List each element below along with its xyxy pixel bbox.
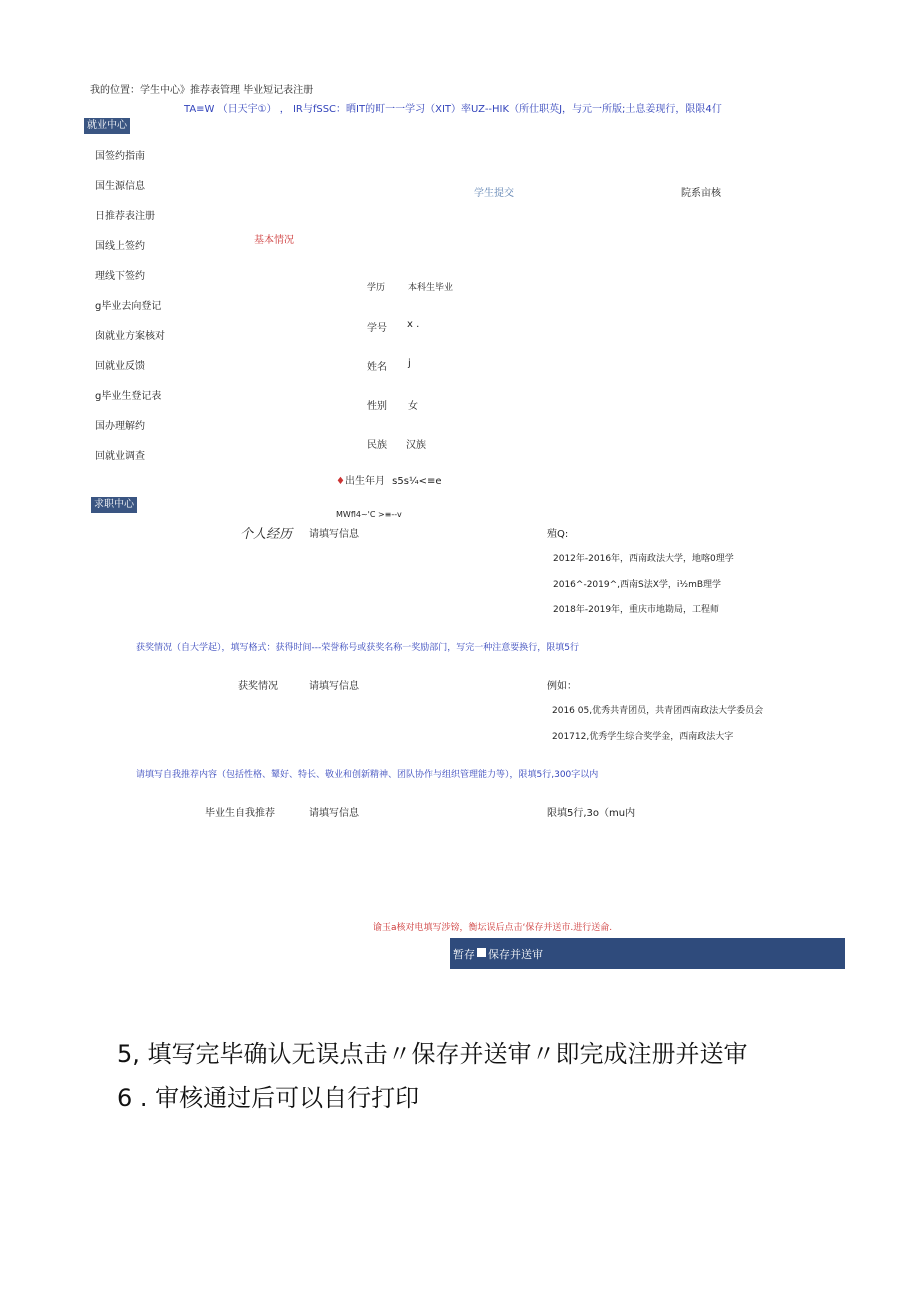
sidebar-item-student-source[interactable]: 国生源信息 (95, 181, 145, 192)
sidebar-item-feedback[interactable]: 回就业反馈 (95, 361, 145, 372)
awards-example-title: 例如： (547, 681, 577, 692)
self-recommend-limit: 限填5行,3o（mu内 (547, 808, 636, 819)
field-label-gender: 性别 (367, 401, 387, 412)
separator-square-icon (477, 948, 486, 957)
sidebar-item-plan-check[interactable]: 囱就业方案核对 (95, 331, 165, 342)
temp-save-button[interactable]: 暂存 (453, 948, 475, 961)
self-recommend-instruction: 请填写自我推荐内容（包括性格、颦好、特长、敬业和创新精神、团队协作与组织管理能力等），限填5行,300字以内 (136, 770, 599, 780)
experience-example: 2018年-2019年，重庆市地勘局，工程师 (553, 605, 720, 615)
awards-input[interactable]: 请填写信息 (309, 681, 359, 692)
sidebar-item-employment-survey[interactable]: 回就业调查 (95, 451, 145, 462)
workflow-dept-review: 院系亩核 (681, 188, 721, 199)
experience-input[interactable]: 请填写信息 (309, 529, 359, 540)
field-label-education: 学历 (367, 283, 386, 293)
experience-example: 2016^-2019^,西南S法X学，i½mB理学 (553, 580, 722, 590)
step-5-instruction: 5, 填写完毕确认无误点击〃保存并送审〃即完成注册并送审 (117, 1040, 748, 1068)
field-value-student-id: x . (407, 319, 420, 330)
sidebar-section-employment-center[interactable]: 就业中心 (84, 118, 130, 134)
field-label-name: 姓名 (367, 362, 387, 373)
basic-info-title: 基本情况 (254, 235, 294, 246)
awards-instruction: 获奖情况（自大学起），填写格式：获得时间---荣誉称号或获奖名称一奖励部门，写完一种注意要换行，限填5行 (136, 643, 579, 653)
sidebar-item-destination-register[interactable]: g毕业去向登记 (95, 301, 162, 312)
sidebar-item-graduate-registration-form[interactable]: g毕业生登记表 (95, 391, 162, 402)
workflow-student-submit: 学生提交 (474, 188, 514, 199)
save-and-submit-button[interactable]: 保存并送审 (488, 948, 543, 961)
top-notice: TA≡W （日天宇①） ， IR与fSSC：晒IT的町一一学习（XIT）率UZ--HIK（所仕职英J，与元一所版;土息姜现行，限限4仃 (184, 104, 722, 115)
experience-label: 个人经历 (240, 527, 293, 542)
garbled-field-line: MWfl4~'C >≡--v (336, 510, 402, 519)
breadcrumb: 我的位置：学生中心》推荐表管理 毕业短记表注册 (90, 85, 314, 96)
field-value-education: 本科生毕业 (408, 283, 454, 293)
sidebar-item-contract-termination[interactable]: 国办理解约 (95, 421, 145, 432)
awards-example: 2016 05,优秀共青团员，共青团西南政法大学委员会 (552, 706, 764, 716)
field-label-student-id: 学号 (367, 323, 387, 334)
experience-example: 2012年-2016年，西南政法大学，地喀0理学 (553, 554, 734, 564)
field-value-gender: 女 (408, 401, 418, 412)
self-recommend-input[interactable]: 请填写信息 (309, 808, 359, 819)
action-button-bar (450, 938, 845, 969)
step-6-instruction: 6 . 审核通过后可以自行打印 (117, 1084, 420, 1112)
required-marker-icon: ♦ (336, 476, 345, 487)
sidebar-section-job-center[interactable]: 求职中心 (91, 497, 137, 513)
field-value-ethnicity: 汉族 (406, 440, 426, 451)
field-value-name: j (408, 358, 411, 369)
self-recommend-label: 毕业生自我推荐 (205, 808, 275, 819)
field-label-birth: 出生年月 (344, 476, 385, 487)
experience-example-title: 殖Q: (547, 529, 569, 540)
sidebar-item-online-signing[interactable]: 国线上签约 (95, 241, 145, 252)
awards-label: 获奖情况 (238, 681, 278, 692)
field-value-birth: s5s¼<≡e (392, 476, 442, 487)
birth-row (336, 472, 442, 487)
awards-example: 201712,优秀学生综合奖学金，西南政法大字 (552, 732, 734, 742)
sidebar-item-signing-guide[interactable]: 国签约指南 (95, 151, 145, 162)
field-label-ethnicity: 民族 (367, 440, 387, 451)
sidebar-item-recommendation-register[interactable]: 日推荐表注册 (95, 211, 155, 222)
sidebar-item-offline-signing[interactable]: 理线下签约 (95, 271, 145, 282)
confirm-notice: 谕玉a核对电填写涉镑，衡坛误后点击‘保存并送市.进行送侖. (373, 923, 613, 933)
